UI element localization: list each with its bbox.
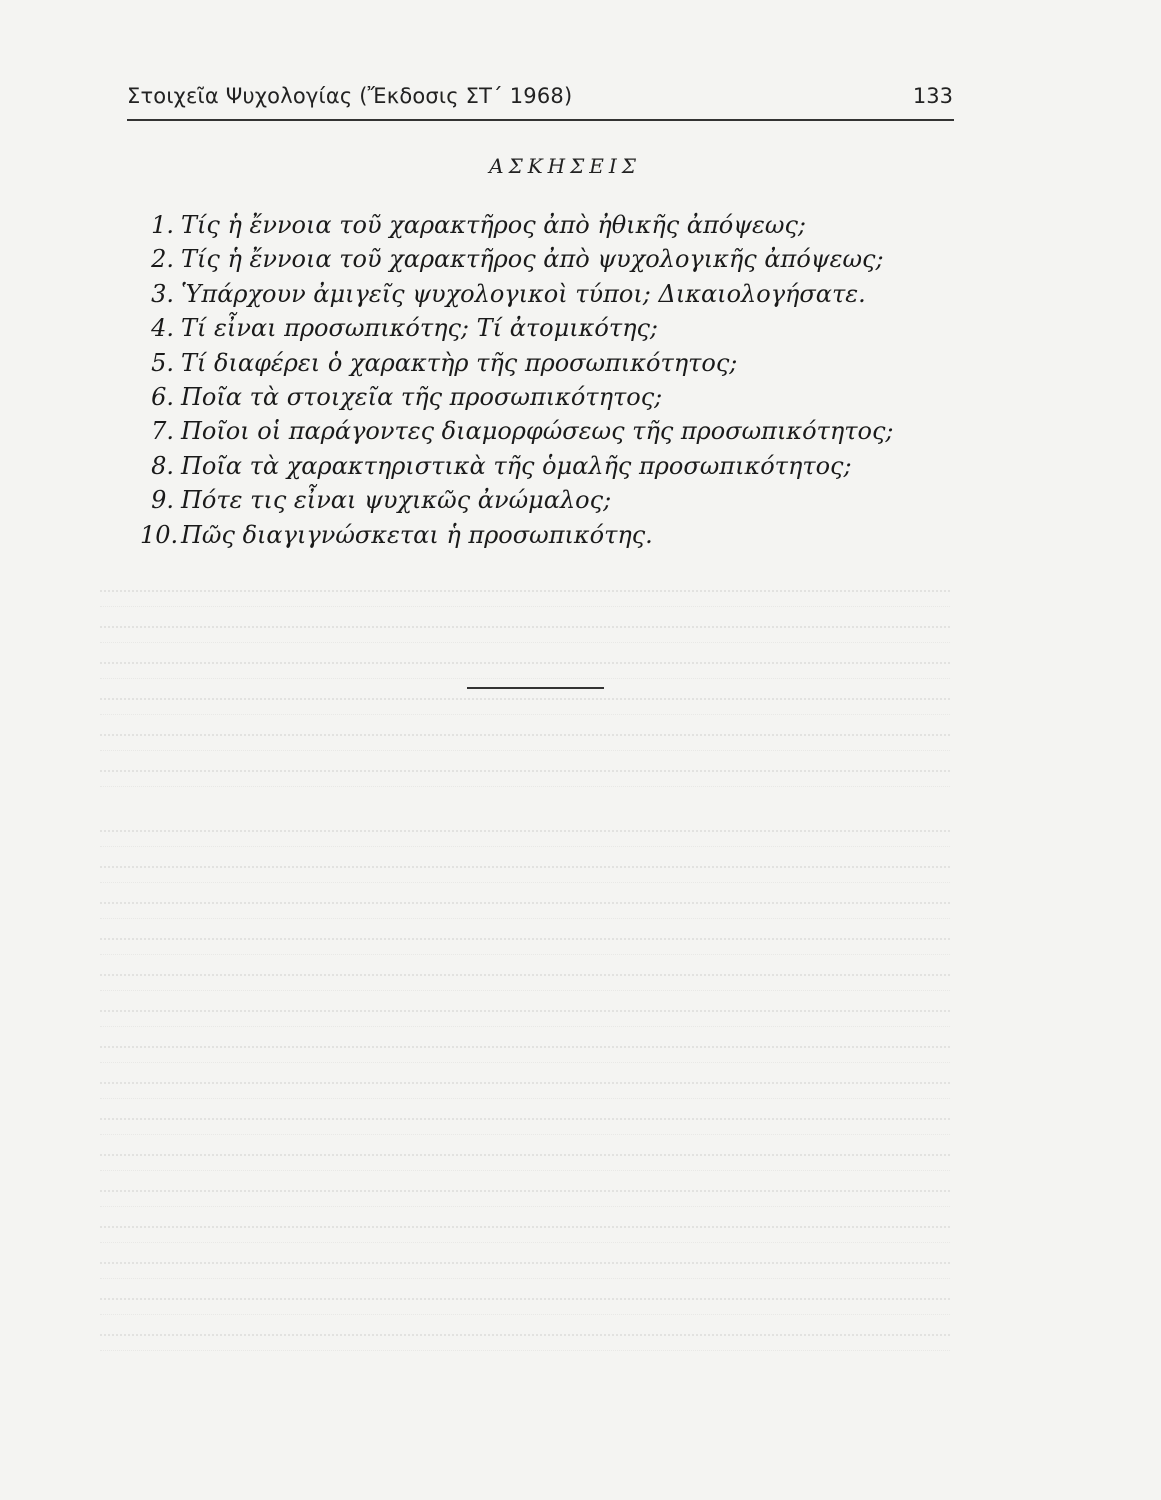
show-through-line [100, 1226, 950, 1243]
exercise-text: Τί εἶναι προσωπικότης; Τί ἀτομικότης; [181, 314, 658, 343]
exercise-number: 1. [151, 211, 174, 239]
show-through-line [100, 1118, 950, 1135]
show-through-line [100, 1046, 950, 1063]
exercise-number: 8. [151, 451, 174, 480]
page-number: 133 [912, 84, 953, 108]
exercise-item [140, 483, 940, 517]
exercise-item [140, 518, 940, 552]
show-through-line [100, 770, 950, 787]
show-through-line [100, 1082, 950, 1099]
section-title: ΑΣΚΗΣΕΙΣ [489, 154, 641, 178]
show-through-line [100, 974, 950, 991]
exercise-text: Ὑπάρχουν ἀμιγεῖς ψυχολογικοὶ τύποι; Δικαιολογήσατε. [181, 279, 866, 308]
exercise-text: Πότε τις εἶναι ψυχικῶς ἀνώμαλος; [181, 486, 612, 515]
show-through-texture [100, 550, 950, 1380]
show-through-line [100, 734, 950, 751]
exercise-number: 6. [151, 382, 174, 411]
show-through-line [100, 1154, 950, 1171]
exercise-text: Ποῖοι οἱ παράγοντες διαμορφώσεως τῆς προσωπικότητος; [181, 417, 894, 446]
exercise-item [140, 346, 940, 380]
exercise-text: Τί διαφέρει ὁ χαρακτὴρ τῆς προσωπικότητος; [181, 348, 738, 377]
running-head: Στοιχεῖα Ψυχολογίας (Ἔκδοσις ΣΤ΄ 1968) [127, 84, 573, 108]
exercise-number: 5. [151, 348, 174, 377]
exercise-text: Τίς ἡ ἔννοια τοῦ χαρακτῆρος ἀπὸ ἠθικῆς ἀπόψεως; [181, 211, 806, 239]
show-through-line [100, 590, 950, 607]
header-rule [127, 119, 954, 121]
exercise-item [140, 414, 940, 448]
exercise-text: Τίς ἡ ἔννοια τοῦ χαρακτῆρος ἀπὸ ψυχολογικῆς ἀπόψεως; [181, 245, 884, 274]
exercise-item [140, 242, 940, 276]
exercise-item [140, 208, 940, 242]
show-through-line [100, 626, 950, 643]
show-through-line [100, 830, 950, 847]
exercise-number: 10. [140, 520, 179, 549]
show-through-line [100, 1298, 950, 1315]
show-through-line [100, 938, 950, 955]
exercise-item [140, 311, 940, 345]
exercise-item [140, 380, 940, 414]
show-through-line [100, 902, 950, 919]
show-through-line [100, 698, 950, 715]
exercise-number: 7. [151, 417, 174, 446]
show-through-line [100, 1010, 950, 1027]
exercise-number: 9. [151, 486, 174, 515]
exercise-text: Ποῖα τὰ χαρακτηριστικὰ τῆς ὁμαλῆς προσωπικότητος; [181, 451, 852, 480]
exercise-number: 4. [151, 314, 174, 343]
exercise-number: 2. [151, 245, 174, 274]
exercise-number: 3. [151, 279, 174, 308]
show-through-line [100, 1334, 950, 1351]
exercise-text: Πῶς διαγιγνώσκεται ἡ προσωπικότης. [181, 520, 653, 549]
exercise-text: Ποῖα τὰ στοιχεῖα τῆς προσωπικότητος; [181, 382, 663, 411]
page-header [127, 84, 953, 120]
show-through-line [100, 662, 950, 679]
exercise-list [140, 208, 940, 552]
show-through-line [100, 1262, 950, 1279]
exercise-item [140, 277, 940, 311]
show-through-line [100, 866, 950, 883]
show-through-line [100, 1190, 950, 1207]
exercise-item [140, 449, 940, 483]
closing-rule [467, 687, 604, 689]
